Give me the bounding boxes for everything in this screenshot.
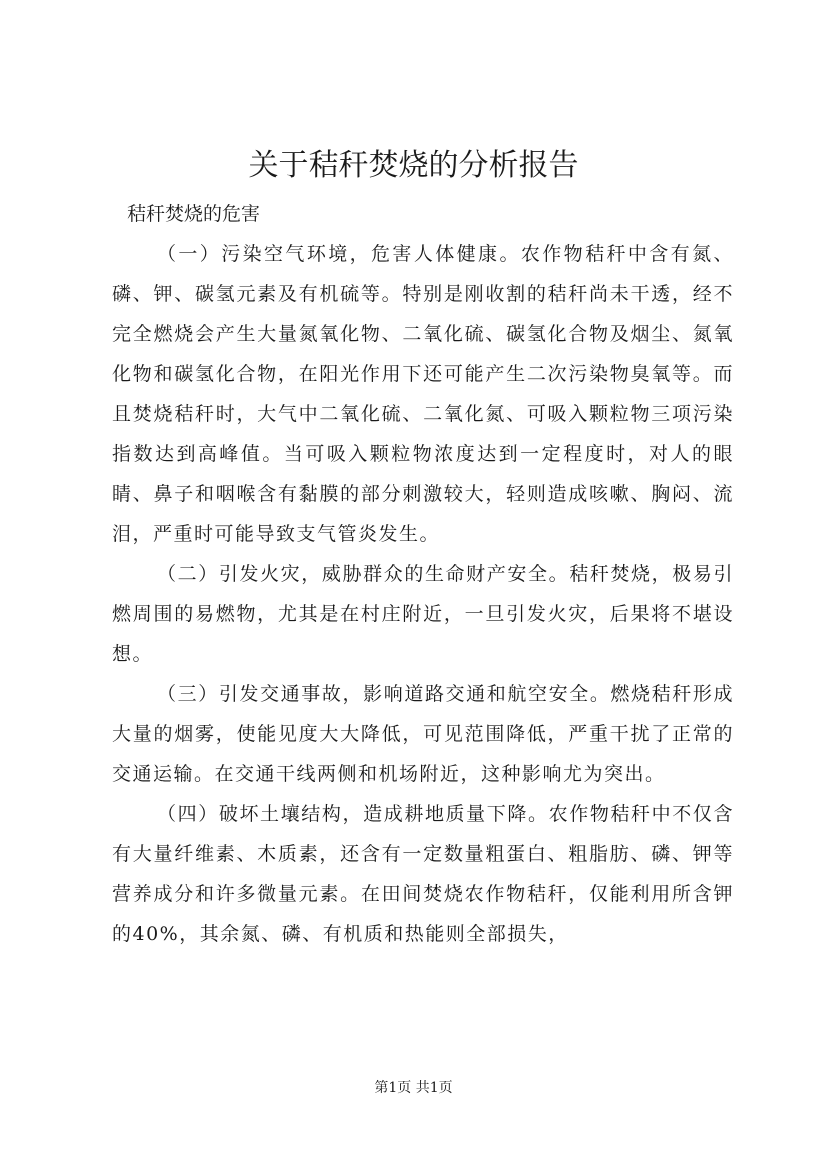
paragraph-fire-hazard: （二）引发火灾，威胁群众的生命财产安全。秸秆焚烧，极易引燃周围的易燃物，尤其是在村庄附近，一旦引发火灾，后果将不堪设想。 (112, 563, 734, 665)
document-body (112, 194, 734, 954)
document-title: 关于秸秆焚烧的分析报告 (248, 148, 579, 183)
paragraph-soil-damage: （四）破坏土壤结构，造成耕地质量下降。农作物秸秆中不仅含有大量纤维素、木质素，还含有一定数量粗蛋白、粗脂肪、磷、钾等营养成分和许多微量元素。在田间焚烧农作物秸秆，仅能利用所含钾的40%，其余氮、磷、有机质和热能则全部损失， (112, 803, 734, 945)
page-footer: 第1页 共1页 (374, 1080, 453, 1096)
section-heading: 秸秆焚烧的危害 (127, 203, 261, 225)
paragraph-air-pollution: （一）污染空气环境，危害人体健康。农作物秸秆中含有氮、磷、钾、碳氢元素及有机硫等。特别是刚收割的秸秆尚未干透，经不完全燃烧会产生大量氮氧化物、二氧化硫、碳氢化合物及烟尘、氮氧化物和碳氢化合物，在阳光作用下还可能产生二次污染物臭氧等。而且焚烧秸秆时，大气中二氧化硫、二氧化氮、可吸入颗粒物三项污染指数达到高峰值。当可吸入颗粒物浓度达到一定程度时，对人的眼睛、鼻子和咽喉含有黏膜的部分刺激较大，轻则造成咳嗽、胸闷、流泪，严重时可能导致支气管炎发生。 (112, 243, 734, 545)
paragraph-traffic-safety: （三）引发交通事故，影响道路交通和航空安全。燃烧秸秆形成大量的烟雾，使能见度大大降低，可见范围降低，严重干扰了正常的交通运输。在交通干线两侧和机场附近，这种影响尤为突出。 (112, 683, 734, 785)
